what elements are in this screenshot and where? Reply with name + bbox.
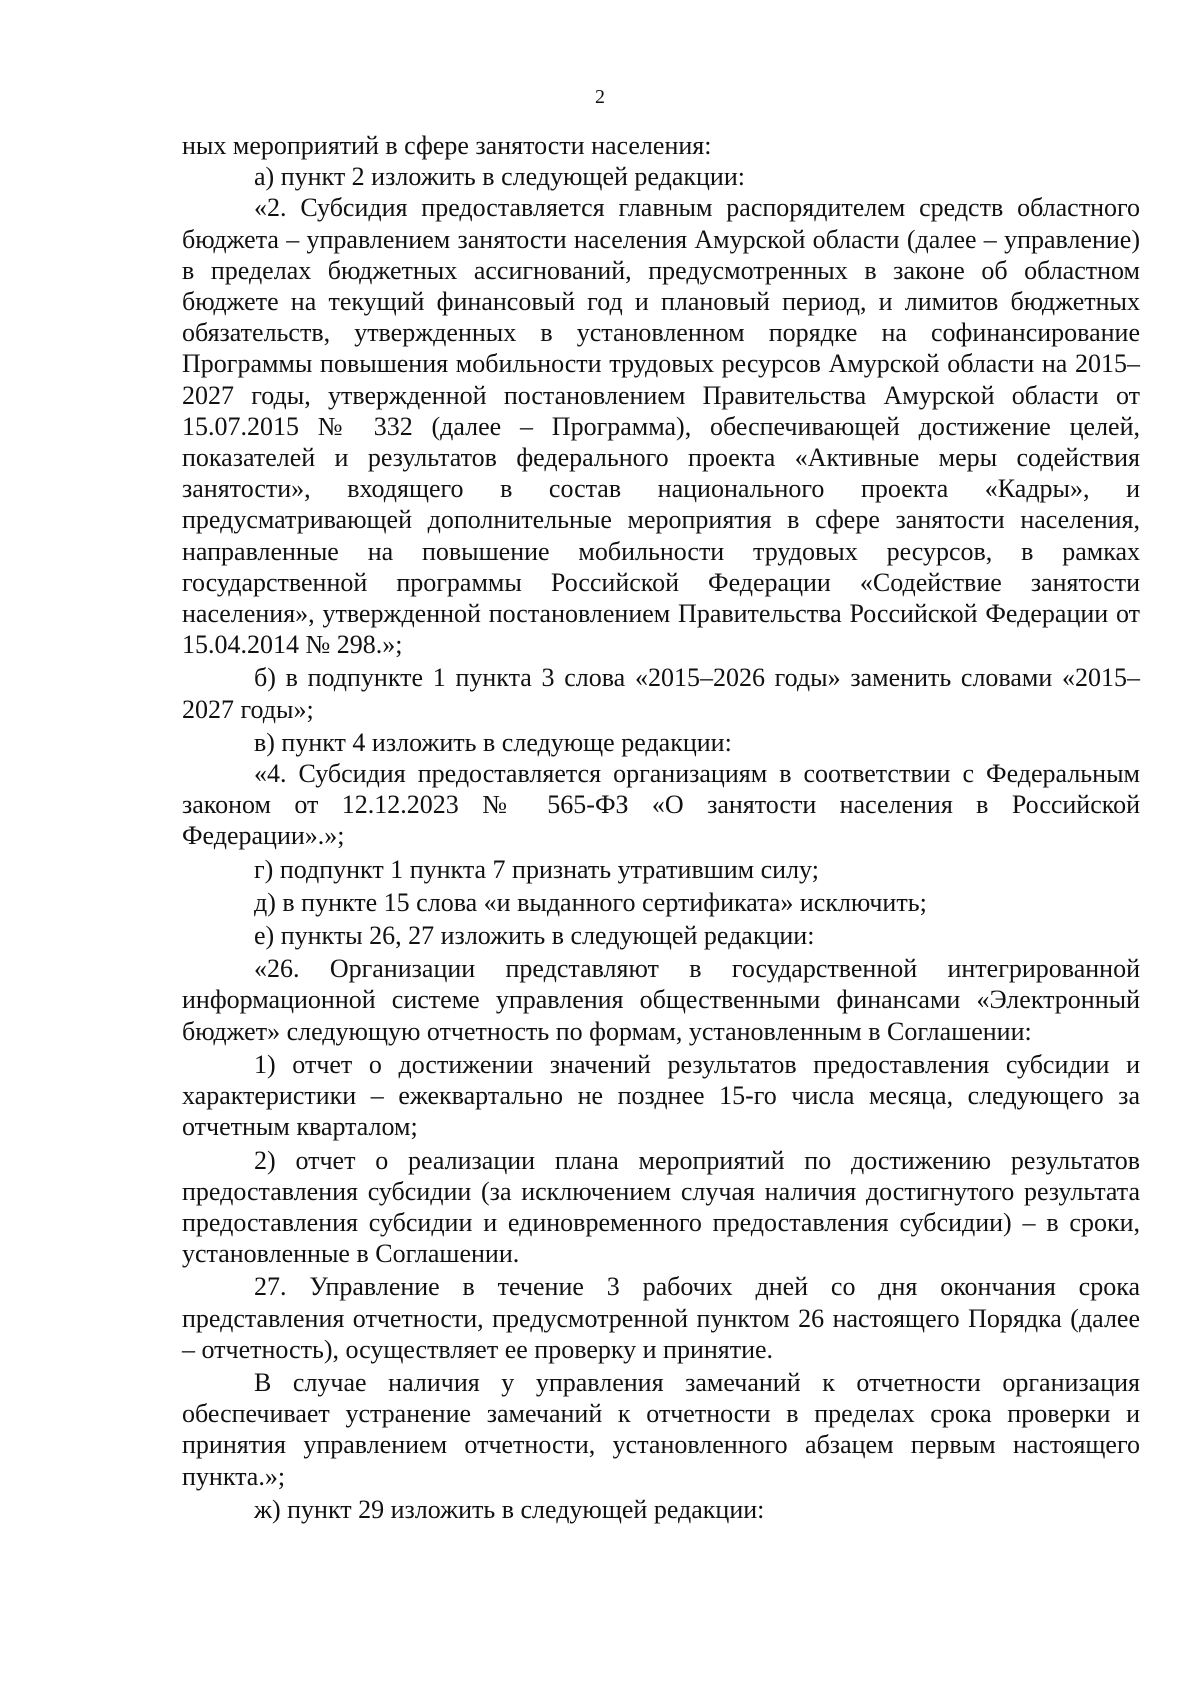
- paragraph-clause-4: «4. Субсидия предоставляется организациям в соответствии с Федеральным законом от 12.12.2023 № 565-ФЗ «О занятости населения в Российской Федерации».»;: [182, 759, 1140, 851]
- paragraph-item-v: в) пункт 4 изложить в следующе редакции:: [254, 727, 732, 757]
- paragraph-clause-26: «26. Организации представляют в государственной интегрированной информационной системе управления общественными финансами «Электронный бюджет» следующую отчетность по формам, установленным в Соглашении:: [182, 954, 1140, 1046]
- paragraph-item-d: д) в пункте 15 слова «и выданного сертификата» исключить;: [254, 887, 927, 917]
- paragraph-item-a: а) пункт 2 изложить в следующей редакции:: [254, 162, 745, 192]
- paragraph-clause-2: «2. Субсидия предоставляется главным распорядителем средств областного бюджета – управлением занятости населения Амурской области (далее – управление) в пределах бюджетных ассигнований, предусмотренных в законе об областном бюджете на текущий финансовый год и плановый период, и лимитов бюджетных обязательств, утвержденных в установленном порядке на софинансирование Программы повышения мобильности трудовых ресурсов Амурской области на 2015–2027 годы, утвержденной постановлением Правительства Амурской области от 15.07.2015 № 332 (далее – Программа), обеспечивающей достижение целей, показателей и результатов федерального проекта «Активные меры содействия занятости», входящего в состав национального проекта «Кадры», и предусматривающей дополнительные мероприятия в сфере занятости населения, направленные на повышение мобильности трудовых ресурсов, в рамках государственной программы Российской Федерации «Содействие занятости населения», утвержденной постановлением Правительства Российской Федерации от 15.04.2014 № 298.»;: [182, 193, 1140, 660]
- paragraph-item-b: б) в подпункте 1 пункта 3 слова «2015–2026 годы» заменить словами «2015–2027 годы»;: [182, 663, 1140, 724]
- paragraph-clause-27: 27. Управление в течение 3 рабочих дней со дня окончания срока представления отчетности, предусмотренной пунктом 26 настоящего Порядка (далее – отчетность), осуществляет ее проверку и принятие.: [182, 1272, 1140, 1364]
- paragraph-clause-27-remarks: В случае наличия у управления замечаний к отчетности организация обеспечивает устранение замечаний к отчетности в пределах срока проверки и принятия управлением отчетности, установленного абзацем первым настоящего пункта.»;: [182, 1367, 1140, 1491]
- paragraph-continuation: ных мероприятий в сфере занятости населения:: [182, 131, 712, 160]
- page-number: 2: [595, 86, 605, 108]
- paragraph-item-g: г) подпункт 1 пункта 7 признать утратившим силу;: [254, 854, 819, 884]
- paragraph-item-e: е) пункты 26, 27 изложить в следующей редакции:: [254, 921, 815, 951]
- paragraph-subclause-1: 1) отчет о достижении значений результатов предоставления субсидии и характеристики – ежеквартально не позднее 15-го числа месяца, следующего за отчетным кварталом;: [182, 1049, 1140, 1142]
- document-body: [182, 130, 1140, 1525]
- paragraph-subclause-2: 2) отчет о реализации плана мероприятий по достижению результатов предоставления субсидии (за исключением случая наличия достигнутого результата предоставления субсидии и единовременного предоставления субсидии) – в сроки, установленные в Соглашении.: [182, 1145, 1140, 1269]
- paragraph-item-zh: ж) пункт 29 изложить в следующей редакции:: [254, 1494, 765, 1524]
